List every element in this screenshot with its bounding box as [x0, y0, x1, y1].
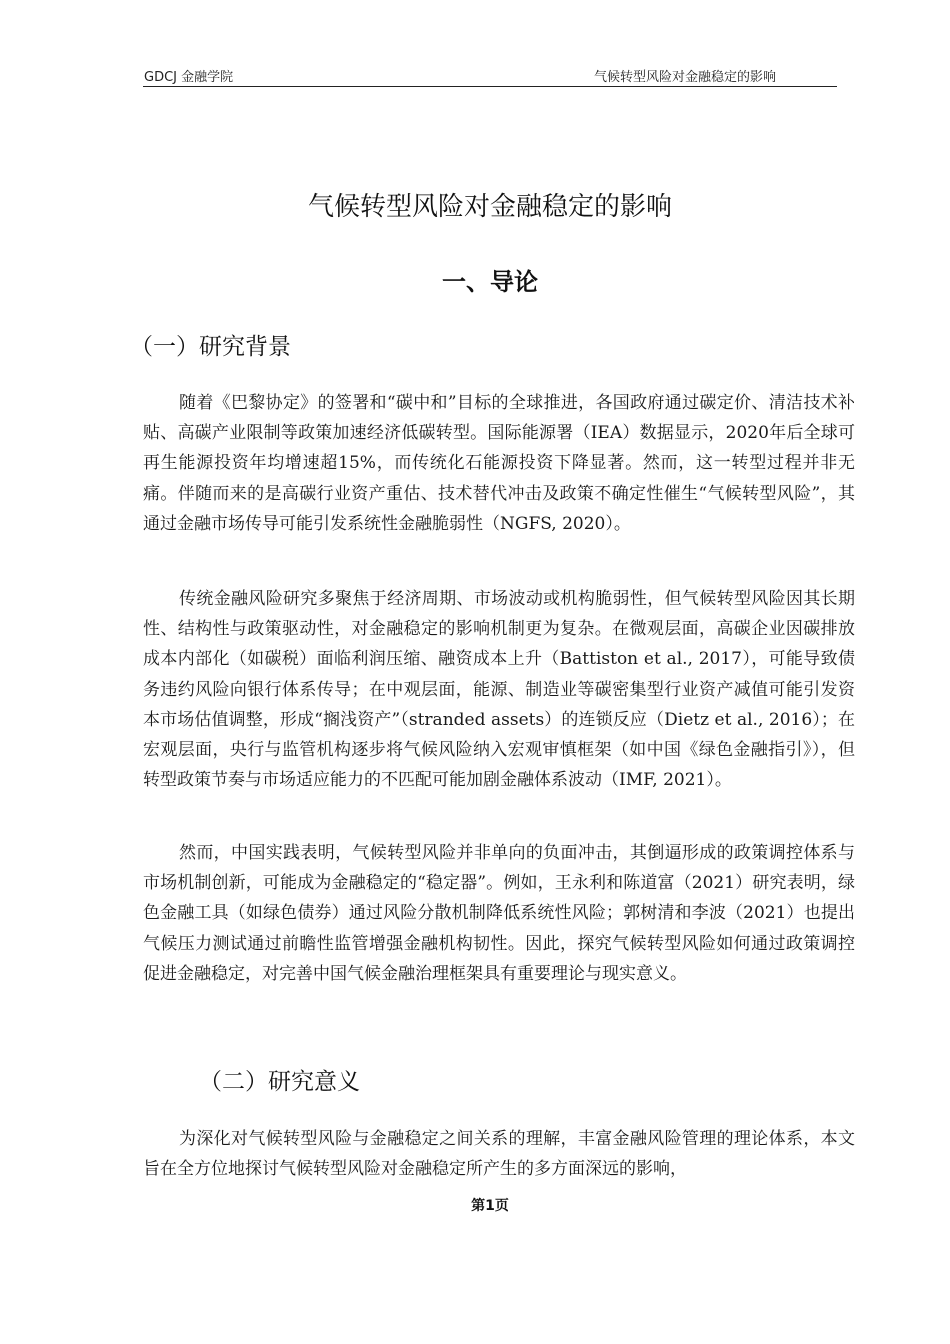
body-paragraph: 传统金融风险研究多聚焦于经济周期、市场波动或机构脆弱性，但气候转型风险因其长期性、结构性与政策驱动性，对金融稳定的影响机制更为复杂。在微观层面，高碳企业因碳排放成本内部化（如碳税）面临利润压缩、融资成本上升（Battiston et al., 2017），可能导致债务违约风险向银行体系传导；在中观层面，能源、制造业等碳密集型行业资产减值可能引发资本市场估值调整，形成“搁浅资产”（stranded assets）的连锁反应（Dietz et al., 2016）；在宏观层面，央行与监管机构逐步将气候风险纳入宏观审慎框架（如中国《绿色金融指引》），但转型政策节奏与市场适应能力的不匹配可能加剧金融体系波动（IMF, 2021）。 [143, 589, 855, 791]
body-paragraph: 为深化对气候转型风险与金融稳定之间关系的理解，丰富金融风险管理的理论体系，本文旨在全方位地探讨气候转型风险对金融稳定所产生的多方面深远的影响， [143, 1129, 855, 1180]
body-paragraph: 随着《巴黎协定》的签署和“碳中和”目标的全球推进，各国政府通过碳定价、清洁技术补贴、高碳产业限制等政策加速经济低碳转型。国际能源署（IEA）数据显示，2020年后全球可再生能源投资年均增速超15%，而传统化石能源投资下降显著。然而，这一转型过程并非无痛。伴随而来的是高碳行业资产重估、技术替代冲击及政策不确定性催生“气候转型风险”，其通过金融市场传导可能引发系统性金融脆弱性（NGFS, 2020）。 [143, 393, 855, 534]
running-header-left: GDCJ 金融学院 [144, 70, 234, 85]
section-heading: 一、导论 [442, 268, 538, 296]
document-title: 气候转型风险对金融稳定的影响 [307, 192, 672, 222]
header-divider [143, 86, 837, 87]
page-number: 第1页 [471, 1198, 509, 1214]
running-header-right: 气候转型风险对金融稳定的影响 [593, 70, 776, 85]
body-paragraph: 然而，中国实践表明，气候转型风险并非单向的负面冲击，其倒逼形成的政策调控体系与市场机制创新，可能成为金融稳定的“稳定器”。例如，王永利和陈道富（2021）研究表明，绿色金融工具（如绿色债券）通过风险分散机制降低系统性风险；郭树清和李波（2021）也提出气候压力测试通过前瞻性监管增强金融机构韧性。因此，探究气候转型风险如何通过政策调控促进金融稳定，对完善中国气候金融治理框架具有重要理论与现实意义。 [143, 843, 855, 984]
subsection-heading-background: （一）研究背景 [130, 334, 291, 360]
subsection-heading-significance: （二）研究意义 [199, 1069, 360, 1095]
